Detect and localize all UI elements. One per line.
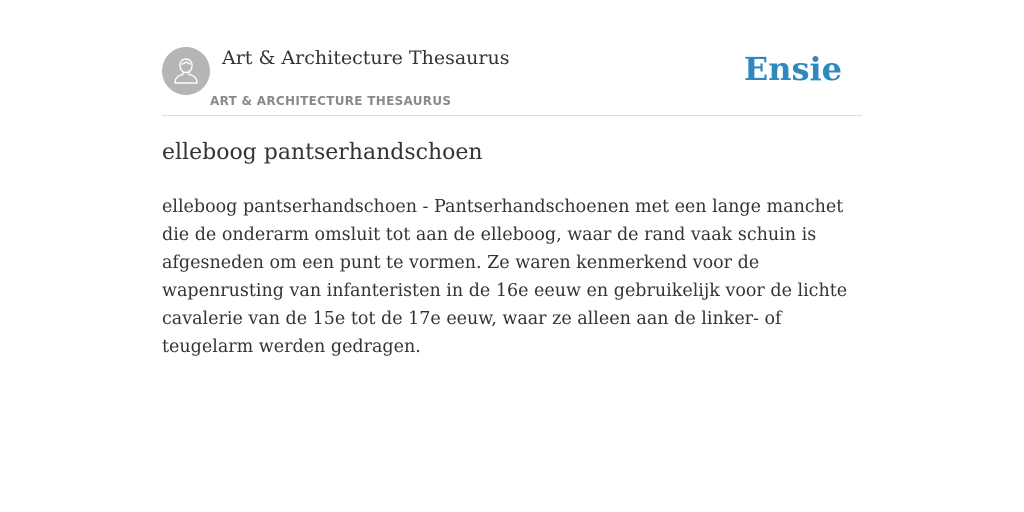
entry-definition: elleboog pantserhandschoen - Pantserhandschoenen met een lange manchet die de onderarm omsluit tot aan de elleboog, waar de rand vaak schuin is afgesneden om een punt te vormen. Ze waren kenmerkend voor de wapenrusting van infanteristen in de 16e eeuw en gebruikelijk voor de lichte cavalerie van de 15e tot de 17e eeuw, waar ze alleen aan de linker- of teugelarm werden gedragen.: [162, 197, 848, 357]
avatar[interactable]: [162, 47, 210, 95]
user-silhouette-icon: [172, 56, 200, 86]
header: [162, 47, 862, 116]
entry-title: elleboog pantserhandschoen: [162, 140, 483, 165]
ensie-logo[interactable]: Ensie: [743, 50, 842, 88]
category-label[interactable]: ART & ARCHITECTURE THESAURUS: [210, 94, 452, 108]
author-name[interactable]: Art & Architecture Thesaurus: [222, 47, 510, 69]
